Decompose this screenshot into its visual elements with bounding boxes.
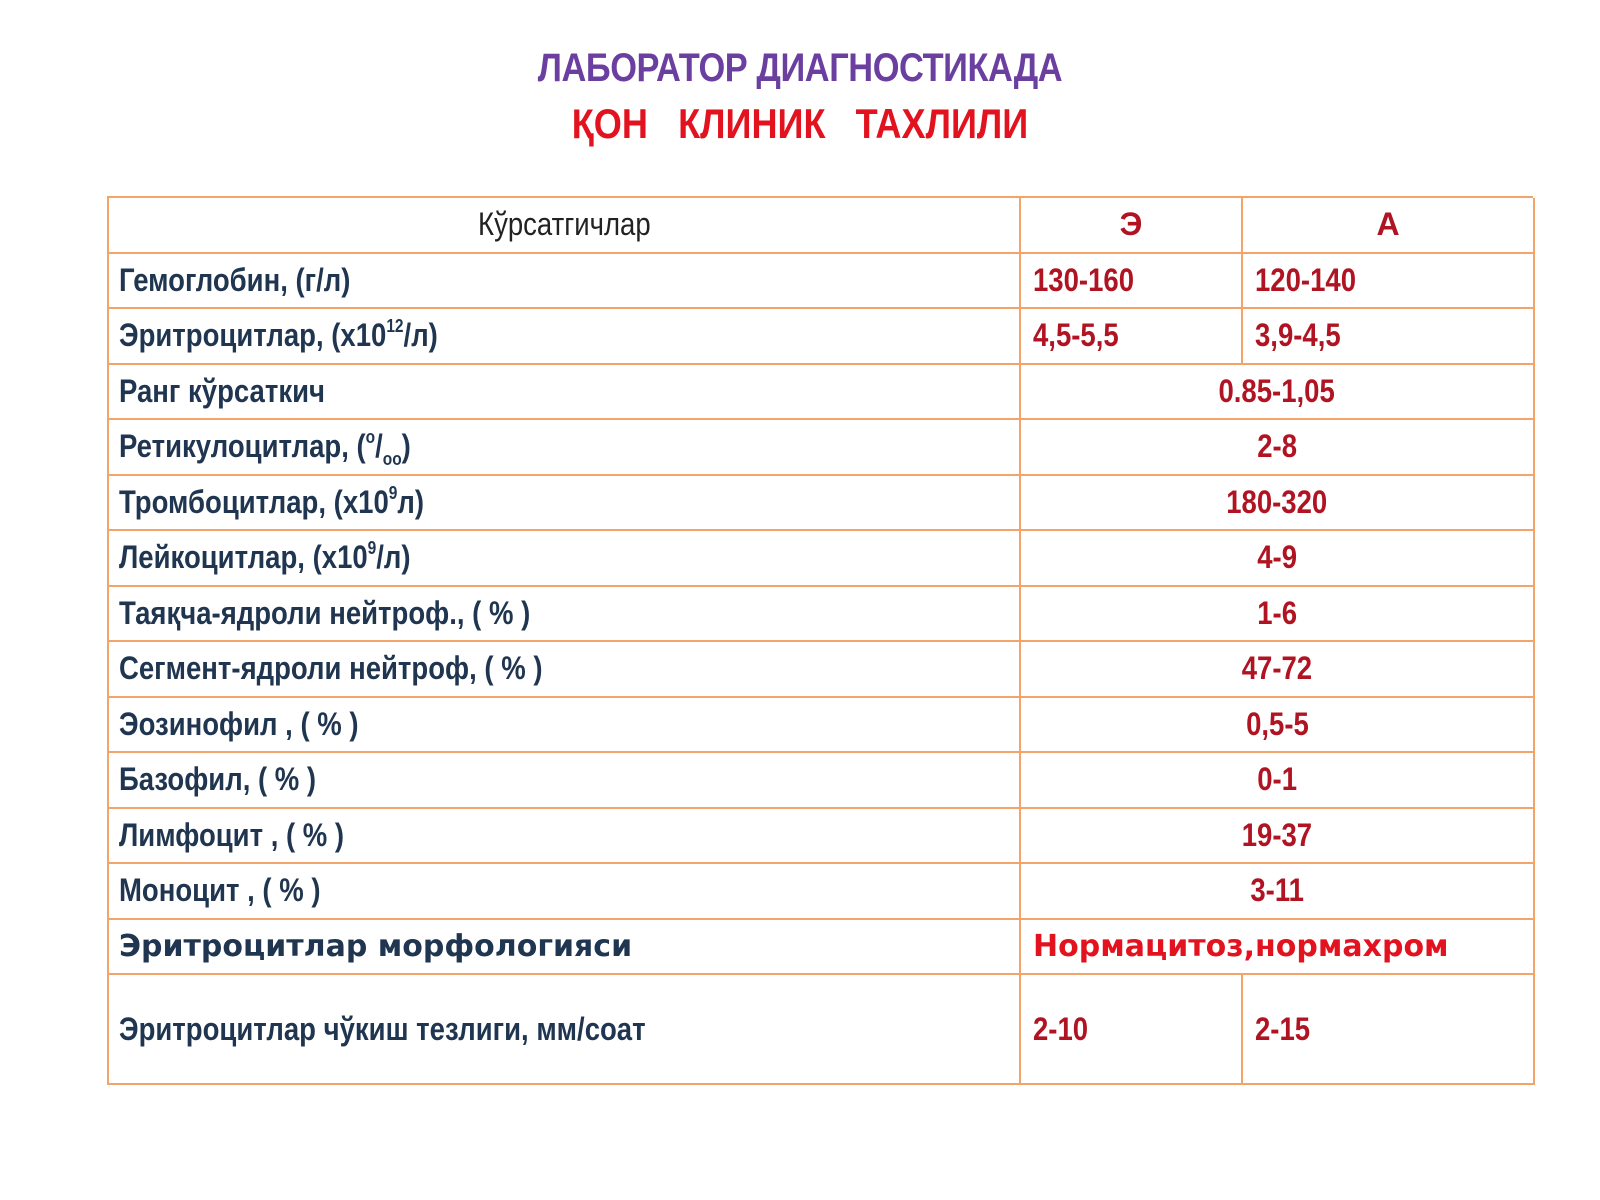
row-value-reticulocytes: 2-8 (1021, 420, 1535, 476)
row-label-morphology: Эритроцитлар морфологияси (109, 920, 1021, 976)
row-label-basophils: Базофил, ( % ) (109, 753, 1021, 809)
row-label-reticulocytes: Ретикулоцитлар, $(^о/_{оо})$ (109, 420, 1021, 476)
row-value-leukocytes: 4-9 (1021, 531, 1535, 587)
blood-test-table (107, 196, 1533, 1085)
row-value-eosinophils: 0,5-5 (1021, 698, 1535, 754)
row-value-female-erythrocytes: 3,9-4,5 (1243, 309, 1535, 365)
row-label-eosinophils: Эозинофил , ( % ) (109, 698, 1021, 754)
row-label-esr: Эритроцитлар чўкиш тезлиги, мм/соат (109, 975, 1021, 1085)
row-label-erythrocytes: Эритроцитлар, $(х10^{12}/л)$ (109, 309, 1021, 365)
row-value-band-neutrophils: 1-6 (1021, 587, 1535, 643)
row-label-band-neutrophils: Таяқча-ядроли нейтроф., ( % ) (109, 587, 1021, 643)
header-female: А (1243, 198, 1535, 254)
header-indicator: Кўрсатгичлар (109, 198, 1021, 254)
title-block (0, 40, 1600, 152)
row-value-female-hemoglobin: 120-140 (1243, 254, 1535, 310)
row-value-platelets: 180-320 (1021, 476, 1535, 532)
row-label-platelets: Тромбоцитлар, $(х10^9л)$ (109, 476, 1021, 532)
row-value-basophils: 0-1 (1021, 753, 1535, 809)
row-value-male-hemoglobin: 130-160 (1021, 254, 1243, 310)
row-value-morphology: Нормацитоз,нормахром (1021, 920, 1535, 976)
row-label-hemoglobin: Гемоглобин, (г/л) (109, 254, 1021, 310)
row-value-segmented-neutrophils: 47-72 (1021, 642, 1535, 698)
row-value-male-erythrocytes: 4,5-5,5 (1021, 309, 1243, 365)
row-label-lymphocytes: Лимфоцит , ( % ) (109, 809, 1021, 865)
row-value-color-index: 0.85-1,05 (1021, 365, 1535, 421)
row-label-leukocytes: Лейкоцитлар, $(х10^9/л)$ (109, 531, 1021, 587)
row-label-segmented-neutrophils: Сегмент-ядроли нейтроф, ( % ) (109, 642, 1021, 698)
row-value-lymphocytes: 19-37 (1021, 809, 1535, 865)
row-label-color-index: Ранг кўрсаткич (109, 365, 1021, 421)
page-title: ЛАБОРАТОР ДИАГНОСТИКАДА (537, 46, 1063, 90)
row-value-female-esr: 2-15 (1243, 975, 1535, 1085)
row-value-male-esr: 2-10 (1021, 975, 1243, 1085)
row-label-monocytes: Моноцит , ( % ) (109, 864, 1021, 920)
page-subtitle: ҚОН КЛИНИК ТАХЛИЛИ (571, 100, 1029, 147)
header-male: Э (1021, 198, 1243, 254)
row-value-monocytes: 3-11 (1021, 864, 1535, 920)
